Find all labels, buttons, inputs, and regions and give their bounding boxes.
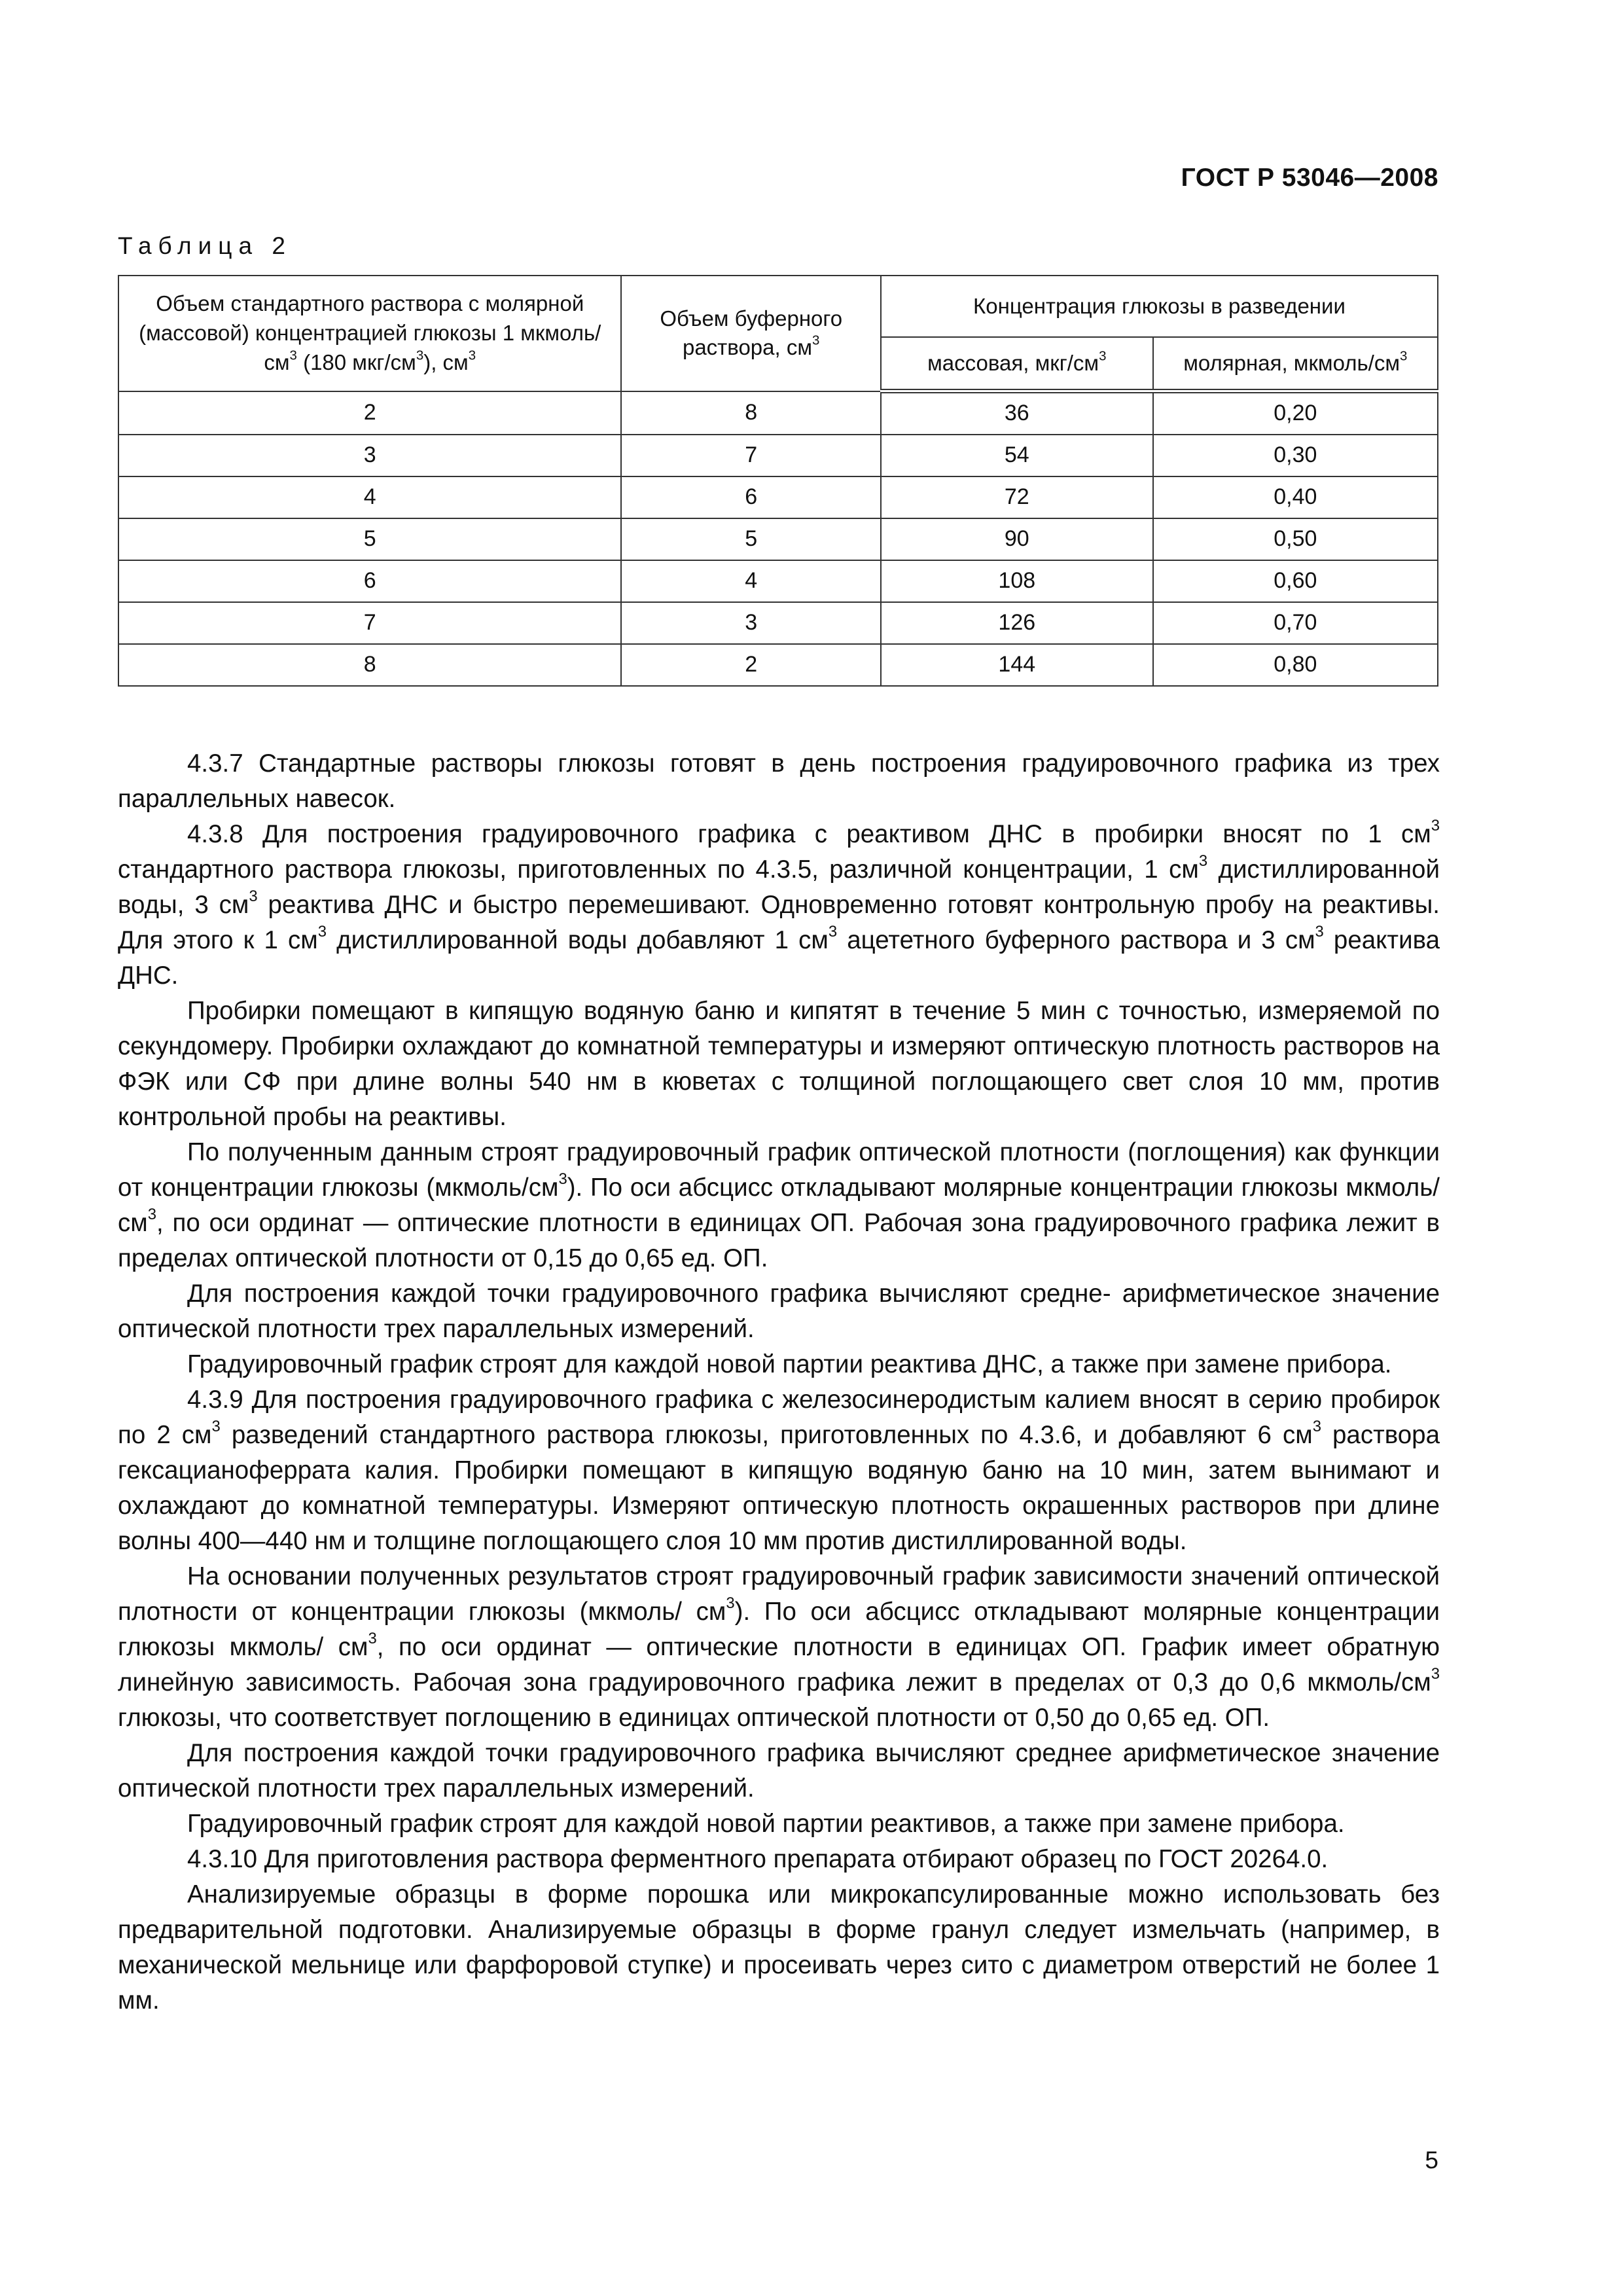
col-header-mass-concentration: массовая, мкг/$см^3$ <box>881 337 1153 391</box>
table-row <box>118 560 1438 602</box>
table-cell: 7 <box>118 602 621 644</box>
table-row <box>118 518 1438 560</box>
paragraph: По полученным данным строят градуировочный график оптической плотности (поглощения) как функции от концентрации глюкозы $(мкмоль/см^3)$. По оси абсцисс откладывают молярные концентрации глюкозы мкмоль/$см^3$, по оси ординат — оптические плотности в единицах ОП. Рабочая зона градуировочного графика лежит в пределах оптической плотности от 0,15 до 0,65 ед. ОП. <box>118 1138 1440 1272</box>
table-cell: 4 <box>118 476 621 518</box>
table-cell: 126 <box>881 602 1153 644</box>
table-cell: 5 <box>118 518 621 560</box>
paragraph: На основании полученных результатов строят градуировочный график зависимости значений оптической плотности от концентрации глюкозы (мкмоль/ $см^3$). По оси абсцисс откладывают молярные концентрации глюкозы мкмоль/ $см^3$, по оси ординат — оптические плотности в единицах ОП. График имеет обратную линейную зависимость. Рабочая зона градуировочного графика лежит в пределах от 0,3 до 0,6 мкмоль/$см^3$ глюкозы, что соответствует поглощению в единицах оптической плотности от 0,50 до 0,65 ед. ОП. <box>118 1562 1440 1732</box>
col-header-buffer-volume: Объем буферного раствора, $см^3$ <box>621 276 880 391</box>
table-cell: 0,50 <box>1153 518 1438 560</box>
table-cell: 2 <box>621 644 880 686</box>
table-cell: 6 <box>621 476 880 518</box>
group-header-concentration: Концентрация глюкозы в разведении <box>881 276 1438 337</box>
paragraph: 4.3.8 Для построения градуировочного графика с реактивом ДНС в пробирки вносят по 1 $см^3$ стандартного раствора глюкозы, приготовленных по 4.3.5, различной концентрации, 1 $см^3$ дистиллированной воды, 3 $см^3$ реактива ДНС и быстро перемешивают. Одновременно готовят контрольную пробу на реактивы. Для этого к 1 $см^3$ дистиллированной воды добавляют 1 $см^3$ ацететного буферного раствора и 3 $см^3$ реактива ДНС. <box>118 817 1440 990</box>
table-caption: Таблица 2 <box>118 232 292 259</box>
table-cell: 0,70 <box>1153 602 1438 644</box>
paragraph: 4.3.9 Для построения градуировочного графика с железосинеродистым калием вносят в серию пробирок по 2 $см^3$ разведений стандартного раствора глюкозы, приготовленных по 4.3.6, и добавляют 6 $см^3$ раствора гексацианоферрата калия. Пробирки помещают в кипящую водяную баню на 10 мин, затем вынимают и охлаждают до комнатной температуры. Измеряют оптическую плотность окрашенных растворов при длине волны 400—440 нм и толщине поглощающего слоя 10 мм против дистиллированной воды. <box>118 1386 1440 1555</box>
paragraph: Анализируемые образцы в форме порошка или микрокапсулированные можно использовать без предварительной подготовки. Анализируемые образцы в форме гранул следует измельчать (например, в механической мельнице или фарфоровой ступке) и просеивать через сито с диаметром отверстий не более 1 мм. <box>118 1880 1440 2015</box>
page-number: 5 <box>1425 2147 1438 2174</box>
table-cell: 0,80 <box>1153 644 1438 686</box>
table-row <box>118 435 1438 476</box>
paragraph: 4.3.10 Для приготовления раствора ферментного препарата отбирают образец по ГОСТ 20264.0. <box>187 1845 1329 1873</box>
table-cell: 144 <box>881 644 1153 686</box>
table-row <box>118 476 1438 518</box>
table-cell: 3 <box>621 602 880 644</box>
col-header-molar-concentration: молярная, мкмоль/$см^3$ <box>1153 337 1438 391</box>
table-cell: 36 <box>881 391 1153 435</box>
table-cell: 54 <box>881 435 1153 476</box>
paragraph: Для построения каждой точки градуировочного графика вычисляют средне- арифметическое значение оптической плотности трех параллельных измерений. <box>118 1280 1440 1343</box>
table-cell: 0,30 <box>1153 435 1438 476</box>
table-cell: 8 <box>621 391 880 435</box>
table-cell: 7 <box>621 435 880 476</box>
paragraph: 4.3.7 Стандартные растворы глюкозы готовят в день построения градуировочного графика из трех параллельных навесок. <box>118 749 1440 813</box>
paragraph: Градуировочный график строят для каждой новой партии реактивов, а также при замене прибора. <box>187 1810 1345 1838</box>
table-cell: 8 <box>118 644 621 686</box>
table-cell: 6 <box>118 560 621 602</box>
table-row <box>118 602 1438 644</box>
table-cell: 0,60 <box>1153 560 1438 602</box>
table-cell: 5 <box>621 518 880 560</box>
table-cell: 0,40 <box>1153 476 1438 518</box>
document-number: ГОСТ Р 53046—2008 <box>1181 164 1438 192</box>
table-cell: 3 <box>118 435 621 476</box>
paragraph: Пробирки помещают в кипящую водяную баню и кипятят в течение 5 мин с точностью, измеряемой по секундомеру. Пробирки охлаждают до комнатной температуры и измеряют оптическую плотность растворов на ФЭК или СФ при длине волны 540 нм в кюветах с толщиной поглощающего свет слоя 10 мм, против контрольной пробы на реактивы. <box>118 997 1440 1131</box>
body-text <box>118 746 1440 2018</box>
table-cell: 108 <box>881 560 1153 602</box>
table-cell: 0,20 <box>1153 391 1438 435</box>
data-table <box>118 275 1438 687</box>
table-cell: 72 <box>881 476 1153 518</box>
table-row <box>118 644 1438 686</box>
table-cell: 4 <box>621 560 880 602</box>
paragraph: Градуировочный график строят для каждой новой партии реактива ДНС, а также при замене прибора. <box>187 1350 1392 1378</box>
col-header-standard-volume: Объем стандартного раствора с молярной (массовой) концентрацией глюкозы 1 мкмоль/$см^3$ (180 мкг/$см^3$), $см^3$ <box>118 276 621 391</box>
table-body <box>118 391 1438 687</box>
table-row <box>118 391 1438 435</box>
paragraph: Для построения каждой точки градуировочного графика вычисляют среднее арифметическое значение оптической плотности трех параллельных измерений. <box>118 1739 1440 1803</box>
table-cell: 2 <box>118 391 621 435</box>
table-cell: 90 <box>881 518 1153 560</box>
